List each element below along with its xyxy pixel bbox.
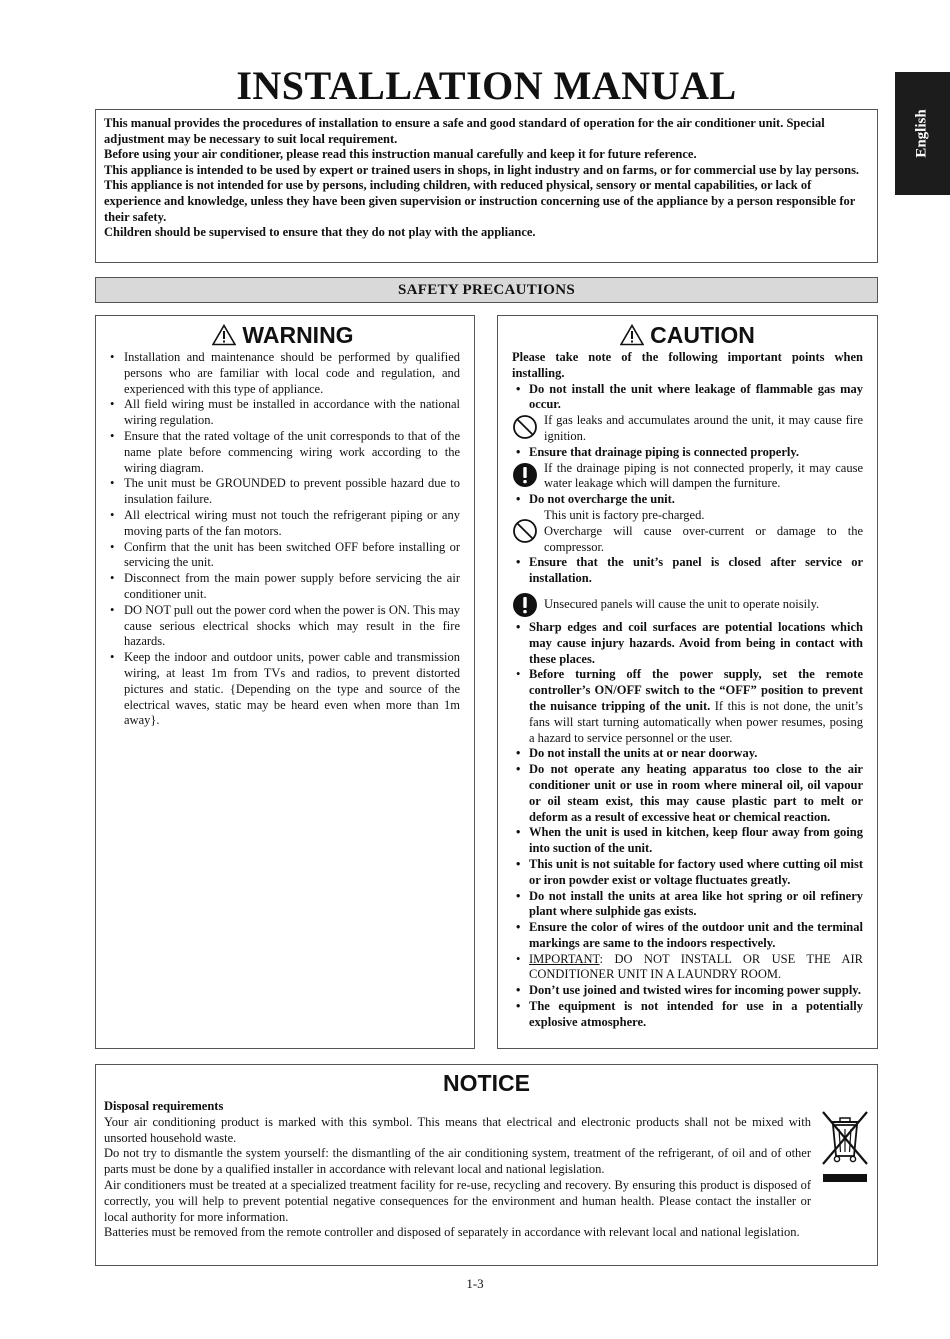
page-title: INSTALLATION MANUAL — [236, 63, 737, 108]
warning-item: • Installation and maintenance should be performed by qualified persons who are familiar with local code and regulation, and experienced with this type of appliance. — [106, 350, 460, 397]
intro-paragraph: This manual provides the procedures of installation to ensure a safe and good standard of operation for the air conditioner unit. Special adjustment may be necessary to suit local requirement. — [104, 116, 825, 146]
section-title-safety-precautions: SAFETY PRECAUTIONS — [95, 277, 878, 303]
intro-paragraph: This appliance is intended to be used by expert or trained users in shops, in light industry and on farms, or for commercial use by lay persons. — [104, 162, 860, 177]
warning-item: • Confirm that the unit has been switched OFF before installing or servicing the unit. — [106, 540, 460, 572]
caution-item: • Do not operate any heating apparatus too close to the air conditioner unit or use in room where mineral oil, oil vapour or oil steam exist, this may cause plastic part to melt or deform as a result of excessive heat or chemical reaction. — [512, 762, 863, 825]
caution-item: • Do not install the units at or near doorway. — [512, 746, 863, 762]
caution-item: • Do not install the unit where leakage of flammable gas may occur. — [512, 382, 863, 414]
caution-item-rest: If this is not done, the unit’s fans will start turning automatically when power resumes, posing a hazard to service personnel or the user. — [529, 698, 863, 745]
prohibition-icon — [512, 414, 538, 440]
caution-lead: Please take note of the following important points when installing. — [512, 350, 863, 380]
caution-list — [512, 555, 863, 587]
warning-item: • Ensure that the rated voltage of the unit corresponds to that of the name plate before commencing wiring work according to the wiring diagram. — [106, 429, 460, 476]
caution-note — [512, 591, 863, 618]
caution-note-text: If the drainage piping is not connected properly, it may cause water leakage which will dampen the furniture. — [544, 460, 863, 491]
caution-list — [512, 382, 863, 414]
warning-item: • DO NOT pull out the power cord when the power is ON. This may cause serious electrical shocks which may result in the fire hazards. — [106, 603, 460, 650]
caution-item: • When the unit is used in kitchen, keep flour away from going into suction of the unit. — [512, 825, 863, 857]
warning-triangle-icon — [212, 324, 236, 346]
prohibition-icon — [512, 518, 538, 544]
warning-heading — [106, 322, 460, 348]
caution-heading-text: CAUTION — [650, 322, 755, 348]
warning-item: • All field wiring must be installed in accordance with the national wiring regulation. — [106, 397, 460, 429]
caution-item: • Ensure the color of wires of the outdoor unit and the terminal markings are same to the indoors respectively. — [512, 920, 863, 952]
caution-list — [512, 492, 863, 508]
caution-note-text: If gas leaks and accumulates around the unit, it may cause fire ignition. — [544, 413, 863, 443]
mandatory-exclamation-icon — [512, 592, 538, 618]
warning-box — [95, 315, 475, 1049]
caution-note-text — [544, 508, 863, 555]
warning-item: • All electrical wiring must not touch the refrigerant piping or any moving parts of the fan motors. — [106, 508, 460, 540]
notice-box — [95, 1064, 878, 1266]
caution-item: • The equipment is not intended for use in a potentially explosive atmosphere. — [512, 999, 863, 1031]
caution-triangle-icon — [620, 324, 644, 346]
caution-item: • Don’t use joined and twisted wires for incoming power supply. — [512, 983, 863, 999]
intro-box — [95, 109, 878, 263]
caution-item — [512, 667, 863, 746]
caution-box — [497, 315, 878, 1049]
language-tab-label: English — [914, 109, 930, 158]
caution-heading — [512, 322, 863, 348]
caution-item-rest: : DO NOT INSTALL OR USE THE AIR CONDITIONER UNIT IN A LAUNDRY ROOM. — [529, 951, 863, 982]
mandatory-exclamation-icon — [512, 462, 538, 488]
caution-item: • This unit is not suitable for factory used where cutting oil mist or iron powder exist or voltage fluctuates greatly. — [512, 857, 863, 889]
notice-paragraph: Your air conditioning product is marked with this symbol. This means that electrical and electronic products shall not be mixed with unsorted household waste. — [104, 1114, 811, 1145]
important-label: IMPORTANT — [529, 951, 600, 966]
notice-body — [104, 1115, 811, 1241]
caution-item-bold: Before turning off the power supply, set the remote controller’s ON/OFF switch to the “OFF” position to prevent the nuisance tripping of the unit. — [529, 667, 863, 713]
caution-list — [512, 620, 863, 1031]
caution-item: • Do not overcharge the unit. — [512, 492, 863, 508]
language-tab — [895, 72, 950, 195]
warning-heading-text: WARNING — [242, 322, 354, 348]
crossed-out-bin-icon — [819, 1108, 871, 1186]
caution-item — [512, 952, 863, 984]
caution-note-text: Overcharge will cause over-current or damage to the compressor. — [544, 523, 863, 554]
caution-item: • Sharp edges and coil surfaces are potential locations which may cause injury hazards. Avoid from being in contact with these places. — [512, 620, 863, 667]
caution-item: • Do not install the units at area like hot spring or oil refinery plant where sulphide gas exists. — [512, 889, 863, 921]
notice-paragraph: Batteries must be removed from the remote controller and disposed of separately in accordance with relevant local and national legislation. — [104, 1225, 800, 1240]
caution-note-text: Unsecured panels will cause the unit to operate noisily. — [544, 596, 820, 611]
caution-item: • Ensure that the unit’s panel is closed after service or installation. — [512, 555, 863, 587]
notice-paragraph: Air conditioners must be treated at a specialized treatment facility for re-use, recycling and recovery. By ensuring this product is disposed of correctly, you will help to prevent potential negative consequences for the environment and human health. Please contact the installer or local authority for more information. — [104, 1177, 811, 1224]
caution-list — [512, 445, 863, 461]
warning-item: • The unit must be GROUNDED to prevent possible hazard due to insulation failure. — [106, 476, 460, 508]
notice-heading: NOTICE — [443, 1070, 530, 1096]
intro-paragraph: This appliance is not intended for use by persons, including children, with reduced physical, sensory or mental capabilities, or lack of experience and knowledge, unless they have been given supervision or instruction concerning use of the appliance by a person responsible for their safety. — [104, 178, 856, 224]
intro-paragraph: Before using your air conditioner, please read this instruction manual carefully and keep it for future reference. — [104, 147, 697, 162]
caution-note — [512, 413, 863, 445]
warning-list — [106, 350, 460, 729]
intro-paragraph: Children should be supervised to ensure that they do not play with the appliance. — [104, 225, 536, 240]
notice-paragraph: Do not try to dismantle the system yourself: the dismantling of the air conditioning system, treatment of the refrigerant, of oil and of other parts must be done by a qualified installer in accordance with relevant local and national legislation. — [104, 1146, 811, 1177]
caution-note — [512, 461, 863, 493]
page-number: 1-3 — [466, 1276, 484, 1291]
warning-item: • Keep the indoor and outdoor units, power cable and transmission wiring, at least 1m from TVs and radios, to prevent distorted pictures and static. {Depending on the type and source of the electrical waves, static may be heard even when more than 1m away}. — [106, 650, 460, 729]
caution-note-text: This unit is factory pre-charged. — [544, 507, 705, 522]
warning-item: • Disconnect from the main power supply before servicing the air conditioner unit. — [106, 571, 460, 603]
notice-subheading: Disposal requirements — [104, 1099, 224, 1113]
caution-item: • Ensure that drainage piping is connected properly. — [512, 445, 863, 461]
caution-note — [512, 508, 863, 555]
